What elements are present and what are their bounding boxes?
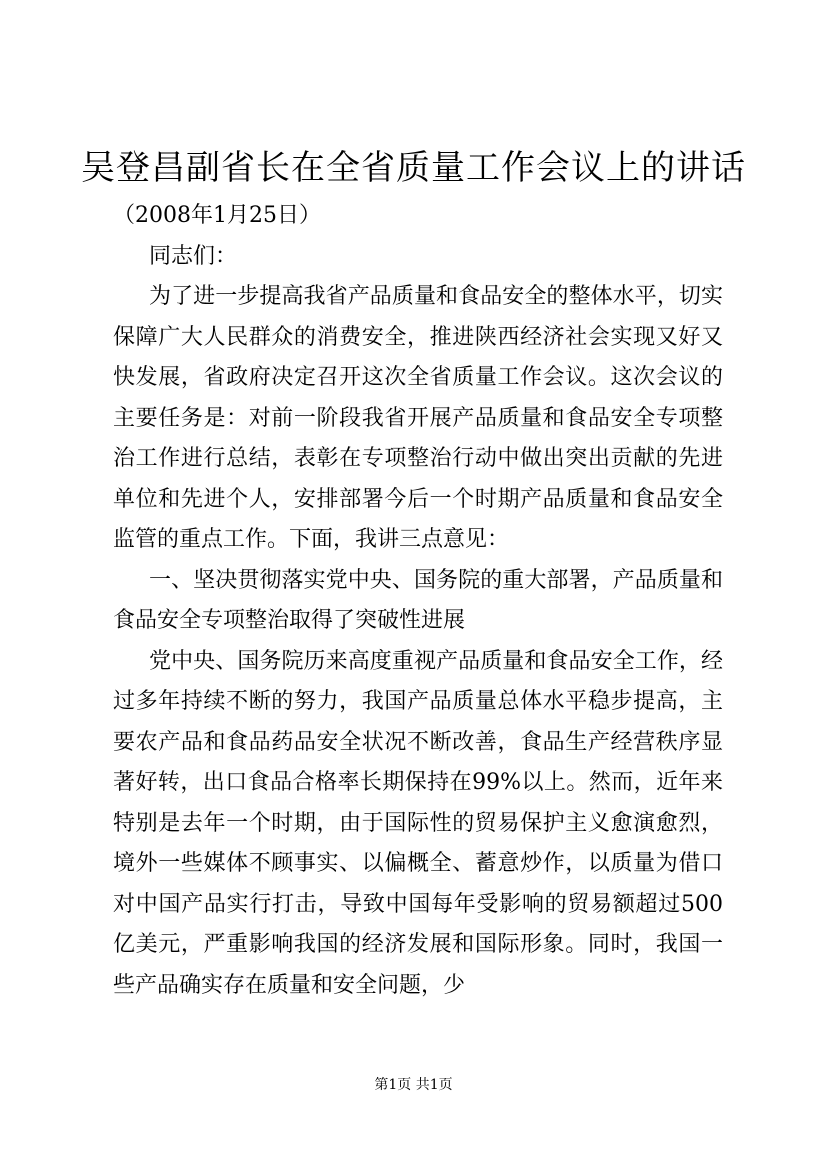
document-body <box>113 196 723 1006</box>
salutation: 同志们： <box>149 243 238 269</box>
document-title: 吴登昌副省长在全省质量工作会议上的讲话 <box>81 148 746 188</box>
page-footer: 第1页 共1页 <box>374 1077 453 1093</box>
document-date: （2008年1月25日） <box>113 203 321 228</box>
paragraph-intro: 为了进一步提高我省产品质量和食品安全的整体水平，切实保障广大人民群众的消费安全，推进陕西经济社会实现又好又快发展，省政府决定召开这次全省质量工作会议。这次会议的主要任务是：对前一阶段我省开展产品质量和食品安全专项整治工作进行总结，表彰在专项整治行动中做出突出贡献的先进单位和先进个人，安排部署今后一个时期产品质量和食品安全监管的重点工作。下面，我讲三点意见： <box>113 284 723 552</box>
section-heading-1: 一、坚决贯彻落实党中央、国务院的重大部署，产品质量和食品安全专项整治取得了突破性进展 <box>113 567 723 633</box>
paragraph-section-1: 党中央、国务院历来高度重视产品质量和食品安全工作，经过多年持续不断的努力，我国产品质量总体水平稳步提高，主要农产品和食品药品安全状况不断改善，食品生产经营秩序显著好转，出口食品合格率长期保持在99%以上。然而，近年来特别是去年一个时期，由于国际性的贸易保护主义愈演愈烈，境外一些媒体不顾事实、以偏概全、蓄意炒作，以质量为借口对中国产品实行打击，导致中国每年受影响的贸易额超过500亿美元，严重影响我国的经济发展和国际形象。同时，我国一些产品确实存在质量和安全问题，少 <box>113 648 723 998</box>
